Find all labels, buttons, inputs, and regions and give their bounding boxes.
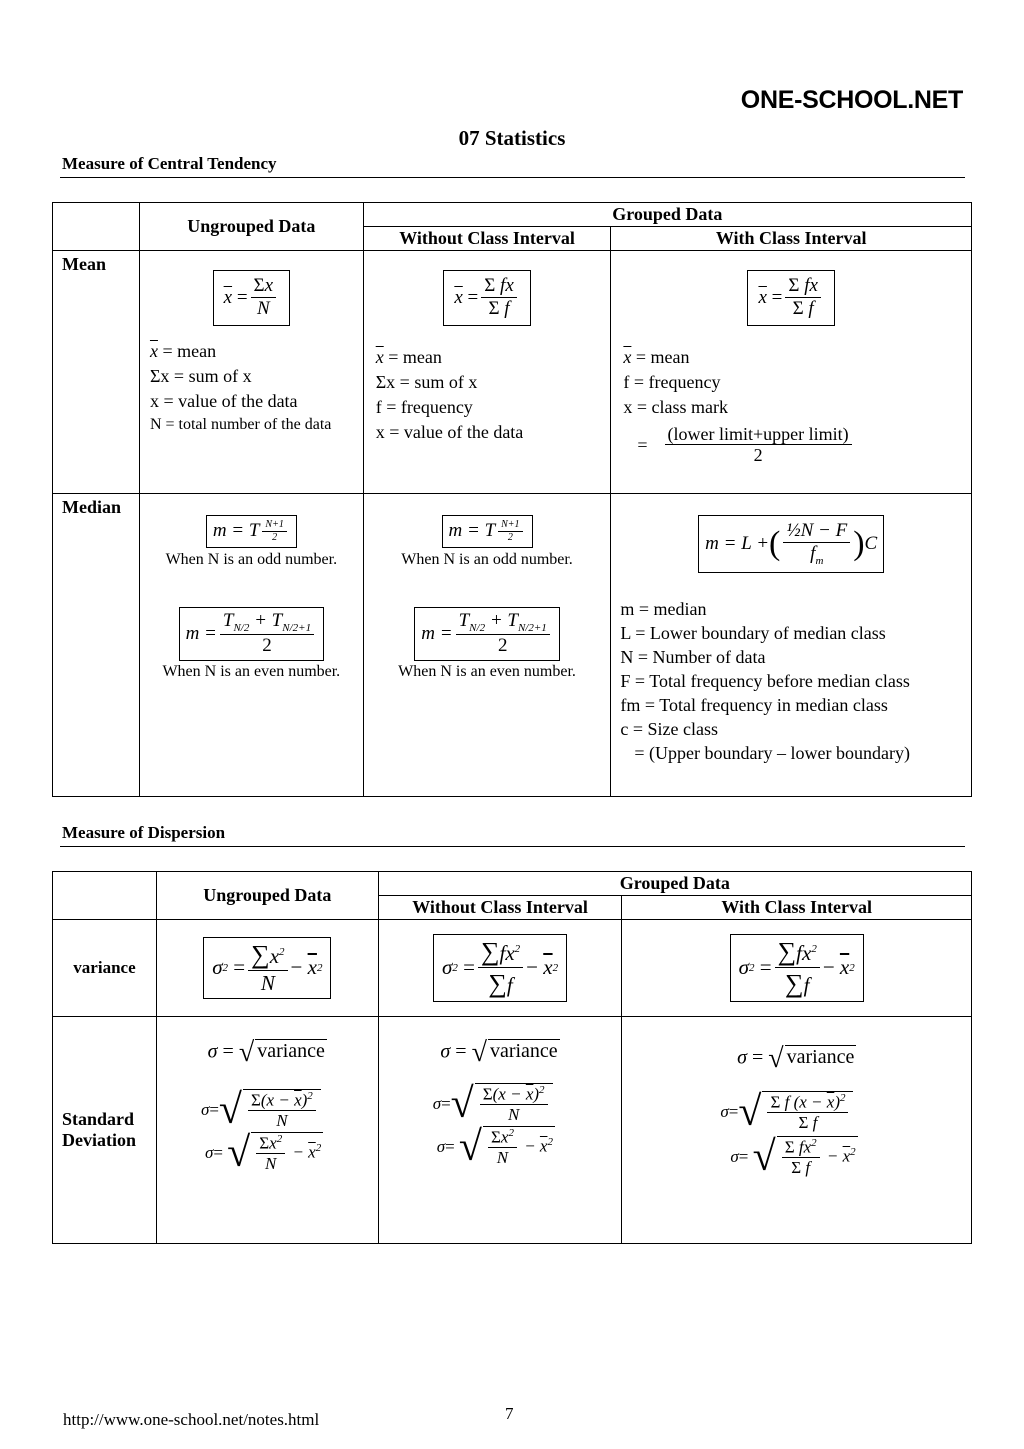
row-label-median: Median [53, 494, 140, 797]
section-rule [60, 177, 965, 178]
header-grouped: Grouped Data [378, 872, 971, 896]
row-label-mean: Mean [53, 251, 140, 494]
sd-variance-word: variance [257, 1040, 325, 1062]
sd-without-formula-1: σ = √ $\frac{\Sigma(x - \overline{x})^2}{N}$ [433, 1083, 622, 1126]
mean-def-text: = mean [162, 340, 217, 361]
mean-def-text: Σx = sum of x [375, 371, 478, 392]
central-tendency-table [52, 202, 972, 797]
mean-with-cell: $\overline{x}$ = $\frac{\text{Σ fx}}{\text{Σ f}}$ $\overline{x}$ = mean f = frequency x = class mark = $\frac{\text{(lower limit+upper limit)}}{2}$ [611, 251, 972, 494]
mean-def-text: = mean [388, 346, 442, 367]
median-odd-note: When N is an odd number. [401, 550, 573, 568]
median-def-text: N = Number of data [620, 646, 766, 667]
variance-without-cell [378, 920, 622, 1017]
sd-sqrt-variance: σ = √ variance [737, 1043, 855, 1074]
header-grouped: Grouped Data [363, 203, 971, 227]
mean-def-text: N = total number of the data [149, 415, 332, 433]
sd-with-formula-2: σ = √ $\frac{\Sigma fx^2}{\text{Σ f}}$ − $\overline{x}^2$ [730, 1133, 856, 1180]
page-title: 07 Statistics [458, 126, 566, 150]
section-central-tendency: Measure of Central Tendency [62, 154, 277, 173]
variance-with-formula: σ 2 = $\frac{\sum fx^2}{\sum f}$ − $\overline{x}$ 2 [730, 934, 864, 1002]
sd-sqrt-variance: σ = √ variance [207, 1037, 325, 1068]
header-with-class-interval: With Class Interval [611, 227, 972, 251]
mean-without-formula: $\overline{x}$ = $\frac{\text{Σ fx}}{\text{Σ f}}$ [443, 270, 530, 326]
class-mark-denominator: 2 [753, 445, 763, 466]
sd-without-formula-2: σ = √ $\frac{\Sigma x^2}{N}$ − $\overline{x}^2$ [436, 1123, 553, 1170]
mean-def-text: f = frequency [375, 396, 473, 417]
median-def-text: F = Total frequency before median class [620, 670, 910, 691]
mean-with-formula: $\overline{x}$ = $\frac{\text{Σ fx}}{\text{Σ f}}$ [747, 270, 834, 326]
median-without-cell [363, 494, 611, 797]
sd-sqrt-variance: σ = √ variance [440, 1037, 558, 1068]
sd-with-formula-1: σ = √ $\frac{\Sigma f (x - \overline{x})^2}{\text{Σ f}}$ [720, 1091, 971, 1134]
corner-cell [53, 872, 157, 920]
header-ungrouped: Ungrouped Data [139, 203, 363, 251]
median-even-formula-without: m = $\frac{T_{N/2} + T_{N/2+1}}{2}$ [414, 607, 560, 661]
median-odd-note: When N is an odd number. [165, 550, 338, 568]
mean-def-text: = mean [635, 346, 690, 367]
corner-cell [53, 203, 140, 251]
median-with-cell [611, 494, 972, 797]
sd-variance-word: variance [786, 1046, 855, 1068]
median-even-note: When N is an even number. [162, 662, 341, 680]
header-with-class-interval: With Class Interval [622, 896, 972, 920]
mean-def-text: x = value of the data [375, 421, 524, 442]
median-odd-formula-without: m = T $\frac{N+1}{2}$ [442, 515, 533, 548]
sd-ungrouped-formula-2: σ = √ $\frac{\Sigma x^2}{N}$ − $\overline{x}^2$ [204, 1129, 322, 1176]
page-number: 7 [505, 1404, 514, 1423]
median-def-text: fm = Total frequency in median class [620, 694, 888, 715]
median-def-text: c = Size class [620, 718, 719, 739]
mean-ungrouped-formula: $\overline{x}$ = $\frac{\Sigma x}{N}$ [213, 270, 290, 326]
section-dispersion: Measure of Dispersion [62, 823, 226, 842]
dispersion-table [52, 871, 972, 1244]
footer-url: http://www.one-school.net/notes.html [63, 1410, 320, 1429]
median-def-text: m = median [620, 598, 707, 619]
row-label-variance: variance [53, 920, 157, 1017]
variance-with-cell [622, 920, 972, 1017]
median-def-text: = (Upper boundary – lower boundary) [634, 742, 910, 763]
mean-def-text: x = value of the data [149, 390, 298, 411]
mean-ungrouped-cell: $\overline{x}$ = $\frac{\Sigma x}{N}$ $\overline{x}$ = mean Σx = sum of x x = value of the data N = total number of the data [139, 251, 363, 494]
header-without-class-interval: Without Class Interval [363, 227, 611, 251]
median-def-text: L = Lower boundary of median class [620, 622, 886, 643]
median-even-formula-ungrouped: m = $\frac{T_{N/2} + T_{N/2+1}}{2}$ [179, 607, 325, 661]
median-even-note: When N is an even number. [398, 662, 576, 680]
header-without-class-interval: Without Class Interval [378, 896, 622, 920]
sd-ungrouped-cell [156, 1017, 378, 1244]
mean-def-text: f = frequency [623, 371, 721, 392]
variance-ungrouped-formula: σ 2 = $\frac{\sum x^2}{N}$ − $\overline{x}$ 2 [203, 937, 331, 999]
mean-def-text: Σx = sum of x [149, 365, 252, 386]
mean-def-text: x = class mark [623, 396, 729, 417]
median-ungrouped-cell [139, 494, 363, 797]
sd-ungrouped-formula-1: σ = √ $\frac{\Sigma(x - \overline{x})^2}{N}$ [201, 1089, 378, 1132]
brand-logo-text: ONE-SCHOOL.NET [740, 86, 963, 114]
mean-without-cell: $\overline{x}$ = $\frac{\text{Σ fx}}{\text{Σ f}}$ $\overline{x}$ = mean Σx = sum of x f = frequency x = value of the data [363, 251, 611, 494]
median-grouped-formula: m = L + ( $\frac{\text{½N − F}}{f_m}$ ) C [698, 515, 884, 573]
variance-ungrouped-cell [156, 920, 378, 1017]
row-label-standard-deviation: Standard Deviation [53, 1017, 157, 1244]
sd-without-cell [378, 1017, 622, 1244]
sd-variance-word: variance [489, 1040, 558, 1062]
class-mark-numerator: (lower limit+upper limit) [665, 424, 852, 446]
median-odd-formula-ungrouped: m = T $\frac{N+1}{2}$ [206, 515, 297, 548]
header-ungrouped: Ungrouped Data [156, 872, 378, 920]
sd-with-cell [622, 1017, 972, 1244]
section-rule [60, 846, 965, 847]
variance-without-formula: σ 2 = $\frac{\sum fx^2}{\sum f}$ − $\overline{x}$ 2 [433, 934, 567, 1002]
